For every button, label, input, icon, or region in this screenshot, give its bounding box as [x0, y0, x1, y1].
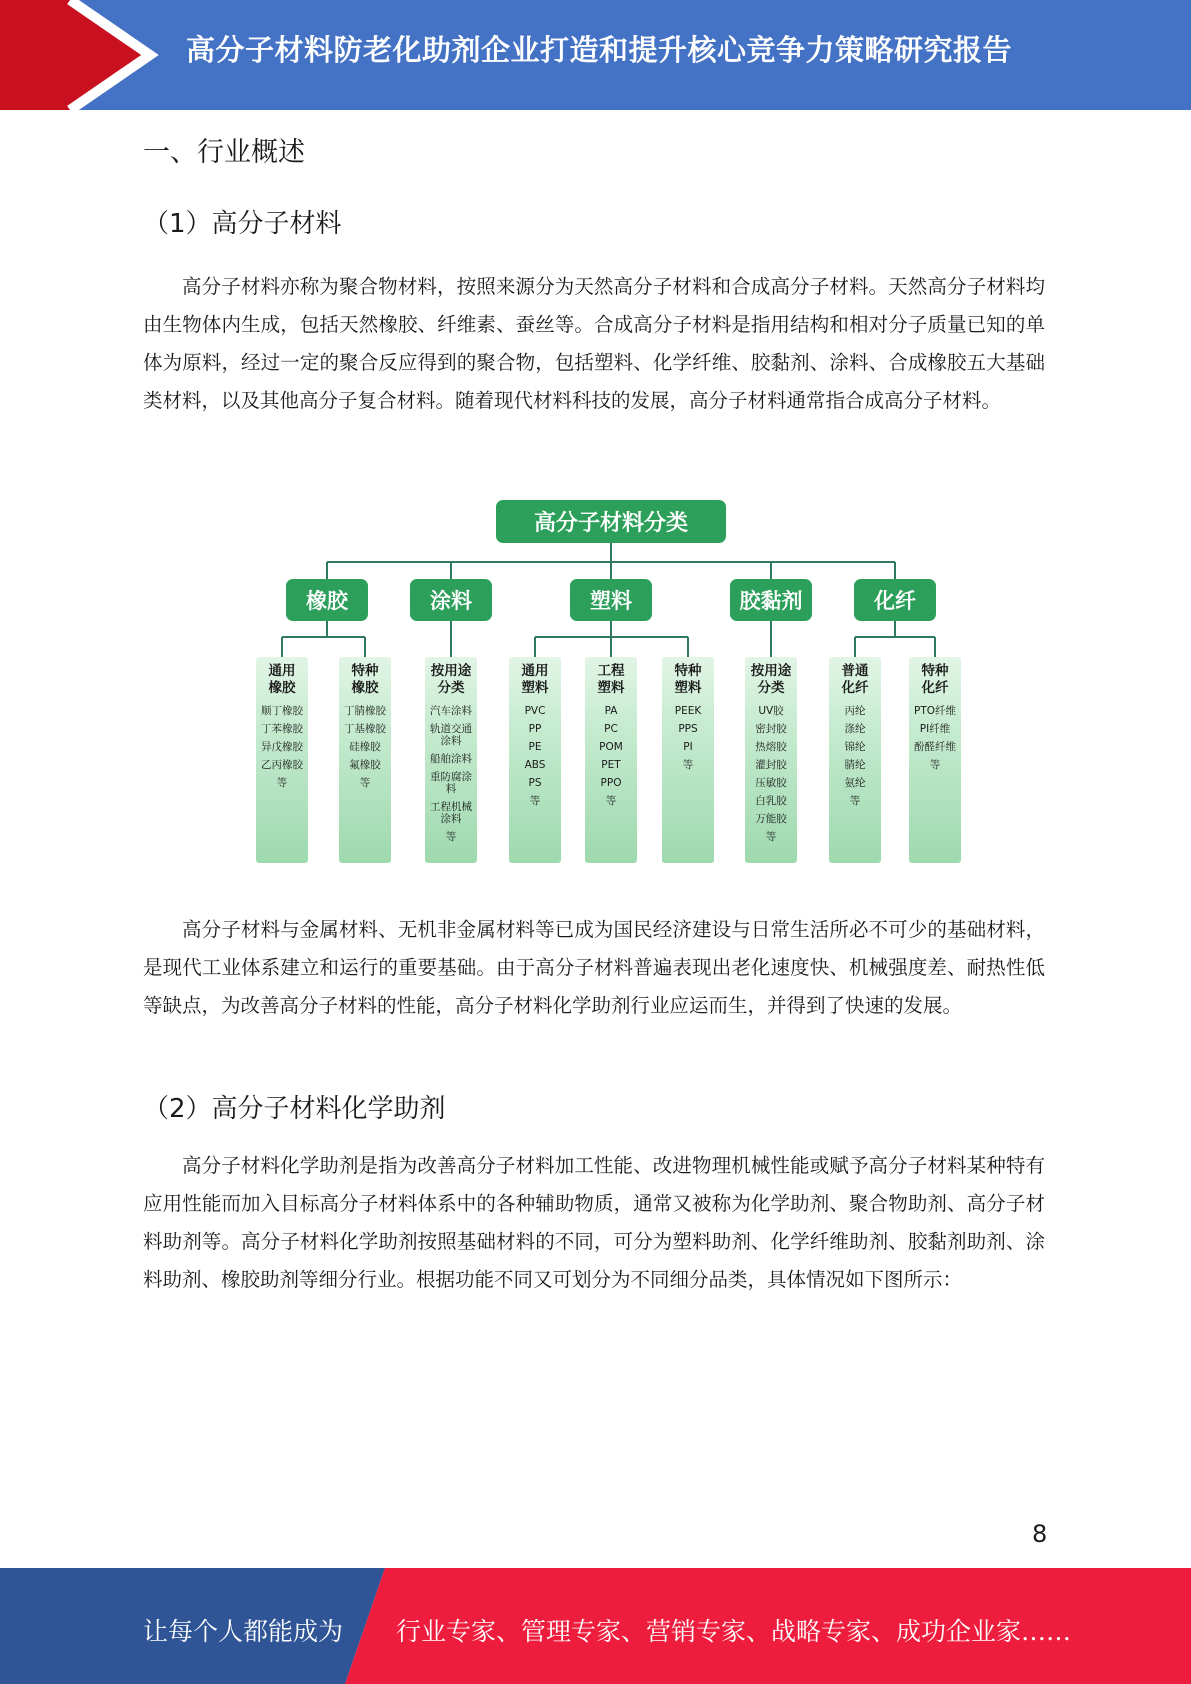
leaf-special-rubber	[339, 657, 391, 863]
report-title: 高分子材料防老化助剂企业打造和提升核心竞争力策略研究报告	[186, 33, 1013, 67]
leaf-item: PPO	[600, 777, 622, 789]
leaf-title: 按用途	[430, 663, 472, 679]
leaf-item: 酚醛纤维	[914, 741, 956, 753]
leaf-item: 重防腐涂料	[430, 771, 472, 795]
leaf-item: 丁腈橡胶	[344, 705, 386, 717]
leaf-title: 橡胶	[268, 680, 296, 696]
leaf-item: 压敏胶	[755, 777, 787, 789]
leaf-item: 丙纶	[844, 705, 866, 717]
leaf-item: PI纤维	[919, 723, 951, 735]
footer-slogan-left: 让每个人都能成为	[143, 1617, 344, 1646]
leaf-item: 等	[929, 759, 941, 771]
leaf-item: 密封胶	[755, 723, 787, 735]
leaf-coating-by-use	[425, 657, 477, 863]
leaf-item: 涤纶	[844, 723, 866, 735]
leaf-title: 工程	[597, 663, 625, 679]
leaf-item: 乙丙橡胶	[261, 759, 303, 771]
leaf-title: 橡胶	[351, 680, 379, 696]
leaf-item: 等	[849, 795, 861, 807]
leaf-general-rubber	[256, 657, 308, 863]
leaf-item: 氟橡胶	[349, 759, 381, 771]
leaf-title: 塑料	[674, 680, 702, 696]
leaf-item: 硅橡胶	[349, 741, 381, 753]
leaf-item: UV胶	[758, 705, 784, 717]
leaf-engineering-plastic	[585, 657, 637, 863]
leaf-item: PP	[528, 723, 542, 735]
leaf-title: 特种	[351, 663, 379, 679]
leaf-item: 工程机械涂料	[430, 801, 472, 825]
page-number: 8	[1032, 1520, 1048, 1548]
leaf-common-fiber	[829, 657, 881, 863]
subsection-heading-1: （1）高分子材料	[143, 209, 342, 239]
leaf-item: 等	[529, 795, 541, 807]
leaf-title: 通用	[521, 663, 549, 679]
leaf-item: PE	[528, 741, 542, 753]
leaf-item: PI	[683, 741, 693, 753]
leaf-item: 等	[765, 831, 777, 843]
leaf-item: 等	[605, 795, 617, 807]
section-heading: 一、行业概述	[143, 137, 305, 168]
category-fiber: 化纤	[854, 579, 936, 621]
leaf-item: 等	[445, 831, 457, 843]
leaf-item: PC	[604, 723, 618, 735]
leaf-item: 船舶涂料	[430, 753, 472, 765]
leaf-item: 顺丁橡胶	[261, 705, 303, 717]
leaf-item: 等	[682, 759, 694, 771]
paragraph-polymer-importance: 高分子材料与金属材料、无机非金属材料等已成为国民经济建设与日常生活所必不可少的基础材料，是现代工业体系建立和运行的重要基础。由于高分子材料普遍表现出老化速度快、机械强度差、耐热性低等缺点，为改善高分子材料的性能，高分子材料化学助剂行业应运而生，并得到了快速的发展。	[143, 918, 1045, 1017]
leaf-title: 特种	[674, 663, 702, 679]
leaf-title: 分类	[437, 680, 465, 696]
leaf-special-fiber	[909, 657, 961, 863]
leaf-title: 普通	[841, 663, 869, 679]
footer-slogan-right: 行业专家、管理专家、营销专家、战略专家、成功企业家……	[396, 1617, 1072, 1646]
leaf-item: 万能胶	[755, 813, 787, 825]
leaf-item: 腈纶	[844, 759, 866, 771]
leaf-item: 等	[276, 777, 288, 789]
leaf-title: 按用途	[750, 663, 792, 679]
leaf-title: 化纤	[841, 680, 869, 696]
leaf-item: PA	[604, 705, 618, 717]
paragraph-polymer-intro: 高分子材料亦称为聚合物材料，按照来源分为天然高分子材料和合成高分子材料。天然高分子材料均由生物体内生成，包括天然橡胶、纤维素、蚕丝等。合成高分子材料是指用结构和相对分子质量已知的单体为原料，经过一定的聚合反应得到的聚合物，包括塑料、化学纤维、胶黏剂、涂料、合成橡胶五大基础类材料，以及其他高分子复合材料。随着现代材料科技的发展，高分子材料通常指合成高分子材料。	[143, 275, 1045, 412]
paragraph-chemical-additives: 高分子材料化学助剂是指为改善高分子材料加工性能、改进物理机械性能或赋予高分子材料某种特有应用性能而加入目标高分子材料体系中的各种辅助物质，通常又被称为化学助剂、聚合物助剂、高分子材料助剂等。高分子材料化学助剂按照基础材料的不同，可分为塑料助剂、化学纤维助剂、胶黏剂助剂、涂料助剂、橡胶助剂等细分行业。根据功能不同又可划分为不同细分品类，具体情况如下图所示：	[143, 1154, 1045, 1291]
leaf-title: 塑料	[597, 680, 625, 696]
diagram-root-node: 高分子材料分类	[496, 500, 726, 543]
leaf-item: PTO纤维	[913, 705, 956, 717]
leaf-item: 锦纶	[844, 741, 866, 753]
leaf-item: 等	[359, 777, 371, 789]
leaf-title: 通用	[268, 663, 296, 679]
category-plastic: 塑料	[570, 579, 652, 621]
leaf-title: 化纤	[921, 680, 949, 696]
leaf-item: ABS	[524, 759, 546, 771]
leaf-title: 特种	[921, 663, 949, 679]
header-red-shape	[0, 0, 150, 110]
leaf-special-plastic	[662, 657, 714, 863]
leaf-item: POM	[599, 741, 623, 753]
leaf-title: 塑料	[521, 680, 549, 696]
leaf-item: 灌封胶	[755, 759, 787, 771]
category-rubber: 橡胶	[286, 579, 368, 621]
leaf-item: 汽车涂料	[430, 705, 472, 717]
leaf-item: PET	[601, 759, 621, 771]
leaf-item: 氨纶	[844, 777, 866, 789]
leaf-item: 丁基橡胶	[344, 723, 386, 735]
leaf-item: PVC	[524, 705, 546, 717]
leaf-item: PEEK	[674, 705, 702, 717]
category-adhesive: 胶黏剂	[730, 579, 812, 621]
leaf-item: 丁苯橡胶	[261, 723, 303, 735]
leaf-item: 白乳胶	[755, 795, 787, 807]
leaf-item: 异戊橡胶	[261, 741, 303, 753]
subsection-heading-2: （2）高分子材料化学助剂	[143, 1094, 446, 1124]
leaf-item: PS	[528, 777, 542, 789]
leaf-item: PPS	[678, 723, 698, 735]
category-coating: 涂料	[410, 579, 492, 621]
leaf-adhesive-by-use	[745, 657, 797, 863]
leaf-title: 分类	[757, 680, 785, 696]
polymer-classification-diagram	[248, 495, 978, 870]
leaf-item: 热熔胶	[755, 741, 787, 753]
leaf-general-plastic	[509, 657, 561, 863]
leaf-item: 轨道交通涂料	[430, 723, 472, 747]
